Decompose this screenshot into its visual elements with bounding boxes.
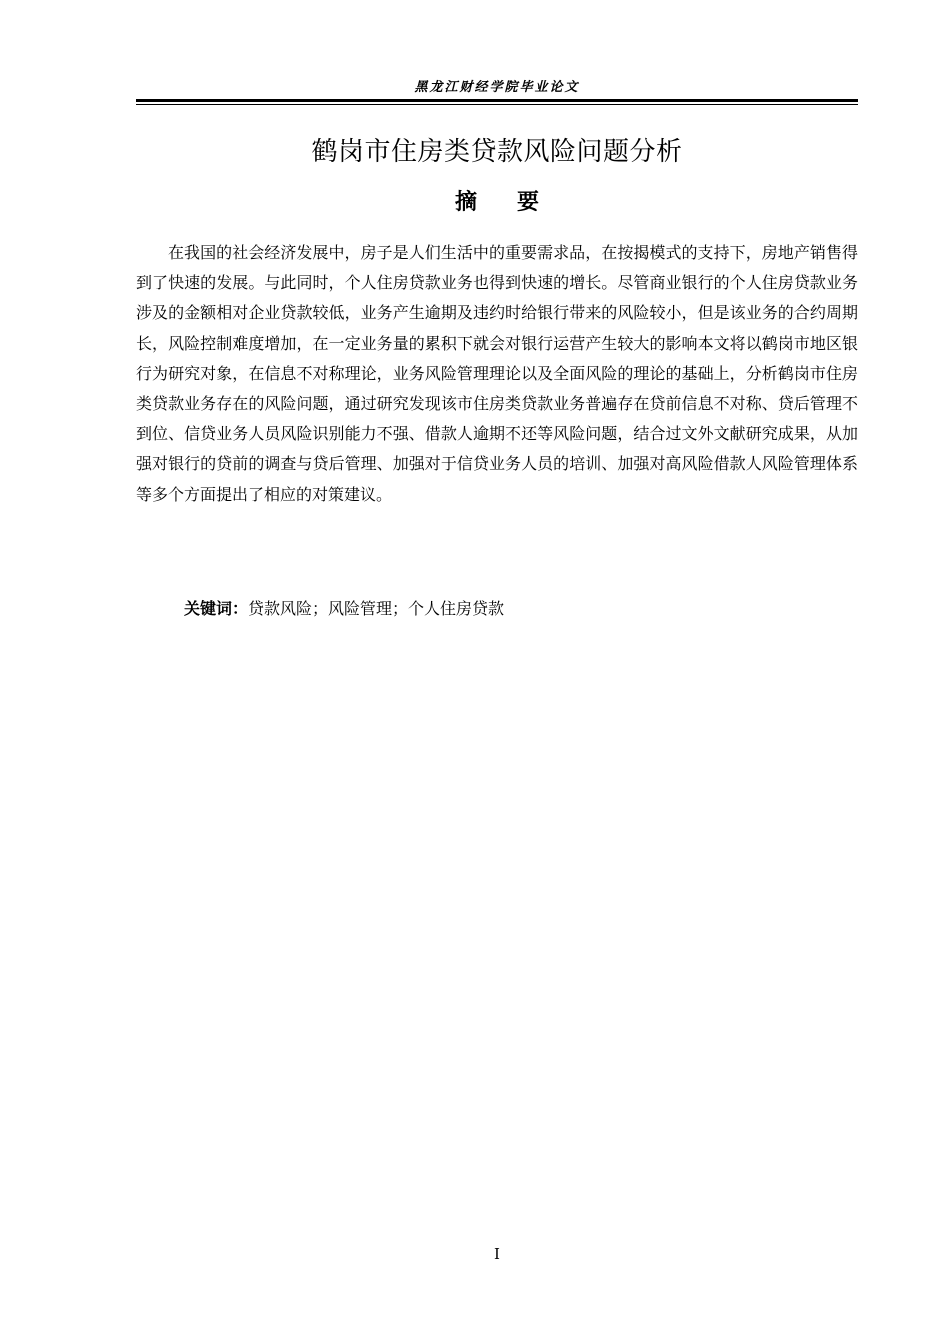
keywords-value: 贷款风险；风险管理；个人住房贷款 [248,599,505,618]
paper-title: 鹤岗市住房类贷款风险问题分析 [311,137,683,167]
header-rule-thick [136,99,858,102]
running-header-text: 黑龙江财经学院毕业论文 [414,80,580,95]
keywords-label: 关键词： [184,599,249,618]
header-rule-thin [136,104,858,105]
keywords-line [184,594,858,624]
abstract-heading: 摘要 [454,190,579,215]
page-number: I [494,1245,500,1263]
abstract-body: 在我国的社会经济发展中，房子是人们生活中的重要需求品，在按揭模式的支持下，房地产销售得到了快速的发展。与此同时，个人住房贷款业务也得到快速的增长。尽管商业银行的个人住房贷款业务涉及的金额相对企业贷款较低，业务产生逾期及违约时给银行带来的风险较小，但是该业务的合约周期长，风险控制难度增加，在一定业务量的累积下就会对银行运营产生较大的影响本文将以鹤岗市地区银行为研究对象，在信息不对称理论，业务风险管理理论以及全面风险的理论的基础上，分析鹤岗市住房类贷款业务存在的风险问题，通过研究发现该市住房类贷款业务普遍存在贷前信息不对称、贷后管理不到位、信贷业务人员风险识别能力不强、借款人逾期不还等风险问题，结合过文外文献研究成果，从加强对银行的贷前的调查与贷后管理、加强对于信贷业务人员的培训、加强对高风险借款人风险管理体系等多个方面提出了相应的对策建议。 [136,243,858,504]
